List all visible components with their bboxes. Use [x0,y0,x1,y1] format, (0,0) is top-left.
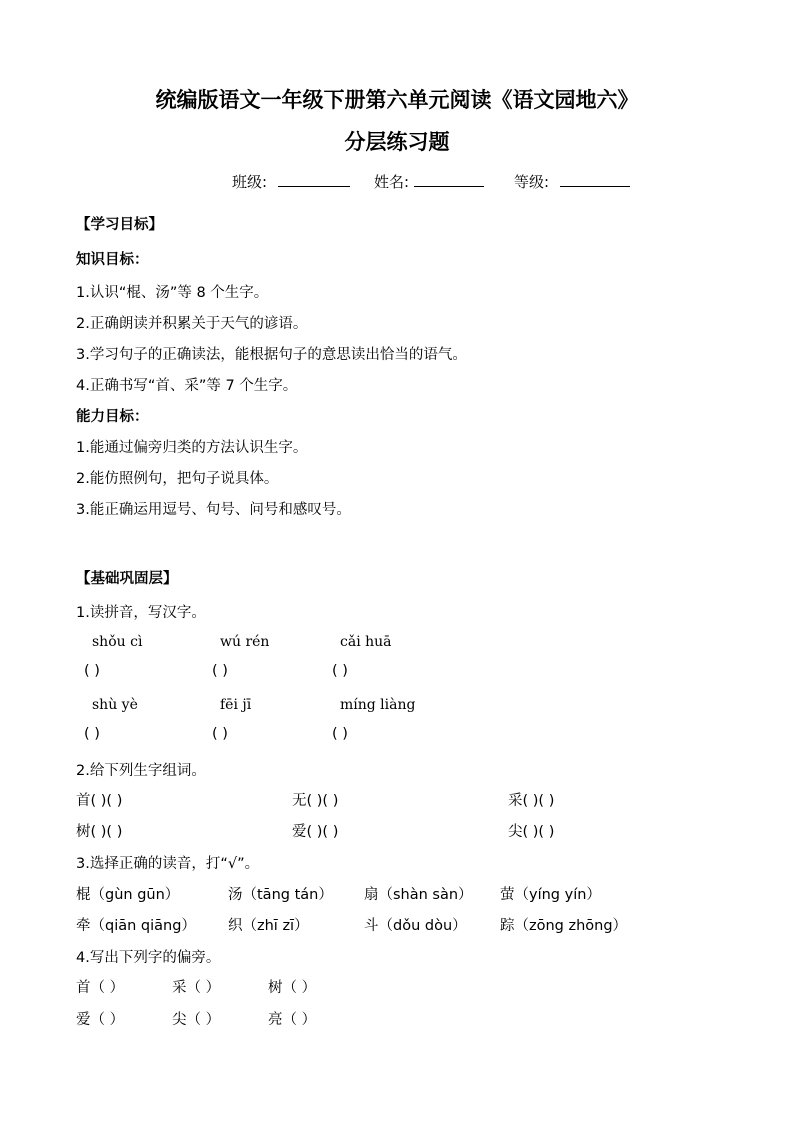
answer-parens[interactable]: ( ) [212,663,228,679]
grade-label: 等级: [514,173,550,191]
word-char: 无 [292,793,307,809]
radical-item[interactable]: 亮（ ） [268,1012,317,1028]
class-label: 班级: [232,173,268,191]
knowledge-item: 1.认识“棍、汤”等 8 个生字。 [76,285,269,301]
objectives-heading: 【学习目标】 [76,217,163,233]
pronunciation-choice[interactable]: 斗（dǒu dòu） [364,918,467,934]
radical-item[interactable]: 采（ ） [172,980,221,996]
page-subtitle: 分层练习题 [344,129,450,154]
q1-prompt: 1.读拼音，写汉字。 [76,605,206,621]
pinyin: cǎi huā [340,634,392,650]
word-item [508,789,554,810]
pinyin: shù yè [92,697,138,713]
word-blanks[interactable]: ( )( ) [522,793,555,809]
ability-item: 2.能仿照例句，把句子说具体。 [76,471,279,487]
name-field [374,171,484,192]
pronunciation-choice[interactable]: 扇（shàn sàn） [364,887,473,903]
radical-item[interactable]: 树（ ） [268,980,317,996]
word-char: 尖 [508,824,523,840]
knowledge-item: 2.正确朗读并积累关于天气的谚语。 [76,316,308,332]
word-item [292,789,338,810]
pinyin: wú rén [220,634,270,650]
pronunciation-choice[interactable]: 踪（zōng zhōng） [500,918,628,934]
word-char: 树 [76,824,91,840]
basic-heading: 【基础巩固层】 [76,571,178,587]
class-field [232,171,350,192]
word-item [508,820,554,841]
class-blank[interactable] [278,172,350,187]
answer-parens[interactable]: ( ) [332,726,348,742]
radical-item[interactable]: 爱（ ） [76,1012,125,1028]
answer-parens[interactable]: ( ) [84,663,100,679]
word-blanks[interactable]: ( )( ) [90,824,123,840]
word-char: 采 [508,793,523,809]
name-blank[interactable] [414,172,484,187]
word-blanks[interactable]: ( )( ) [90,793,123,809]
answer-parens[interactable]: ( ) [84,726,100,742]
q2-prompt: 2.给下列生字组词。 [76,763,206,779]
q4-prompt: 4.写出下列字的偏旁。 [76,950,221,966]
knowledge-item: 4.正确书写“首、采”等 7 个生字。 [76,378,298,394]
answer-parens[interactable]: ( ) [332,663,348,679]
pinyin: shǒu cì [92,634,143,650]
radical-item[interactable]: 首（ ） [76,980,125,996]
radical-item[interactable]: 尖（ ） [172,1012,221,1028]
grade-blank[interactable] [560,172,630,187]
word-item [76,789,122,810]
pronunciation-choice[interactable]: 牵（qiān qiāng） [76,918,196,934]
q3-prompt: 3.选择正确的读音，打“√”。 [76,856,260,872]
pinyin: fēi jī [220,697,252,713]
pronunciation-choice[interactable]: 汤（tāng tán） [228,887,333,903]
word-item [292,820,338,841]
word-char: 首 [76,793,91,809]
ability-item: 1.能通过偏旁归类的方法认识生字。 [76,440,308,456]
word-blanks[interactable]: ( )( ) [306,824,339,840]
word-blanks[interactable]: ( )( ) [306,793,339,809]
knowledge-item: 3.学习句子的正确读法，能根据句子的意思读出恰当的语气。 [76,347,467,363]
knowledge-heading: 知识目标： [76,252,149,268]
pronunciation-choice[interactable]: 萤（yíng yín） [500,887,601,903]
word-char: 爱 [292,824,307,840]
grade-field [514,171,630,192]
ability-item: 3.能正确运用逗号、句号、问号和感叹号。 [76,502,351,518]
pronunciation-choice[interactable]: 织（zhī zī） [228,918,309,934]
pronunciation-choice[interactable]: 棍（gùn gūn） [76,887,180,903]
word-blanks[interactable]: ( )( ) [522,824,555,840]
name-label: 姓名: [374,173,410,191]
pinyin: míng liàng [340,697,416,713]
word-item [76,820,122,841]
answer-parens[interactable]: ( ) [212,726,228,742]
ability-heading: 能力目标： [76,409,149,425]
page-title: 统编版语文一年级下册第六单元阅读《语文园地六》 [155,87,639,112]
